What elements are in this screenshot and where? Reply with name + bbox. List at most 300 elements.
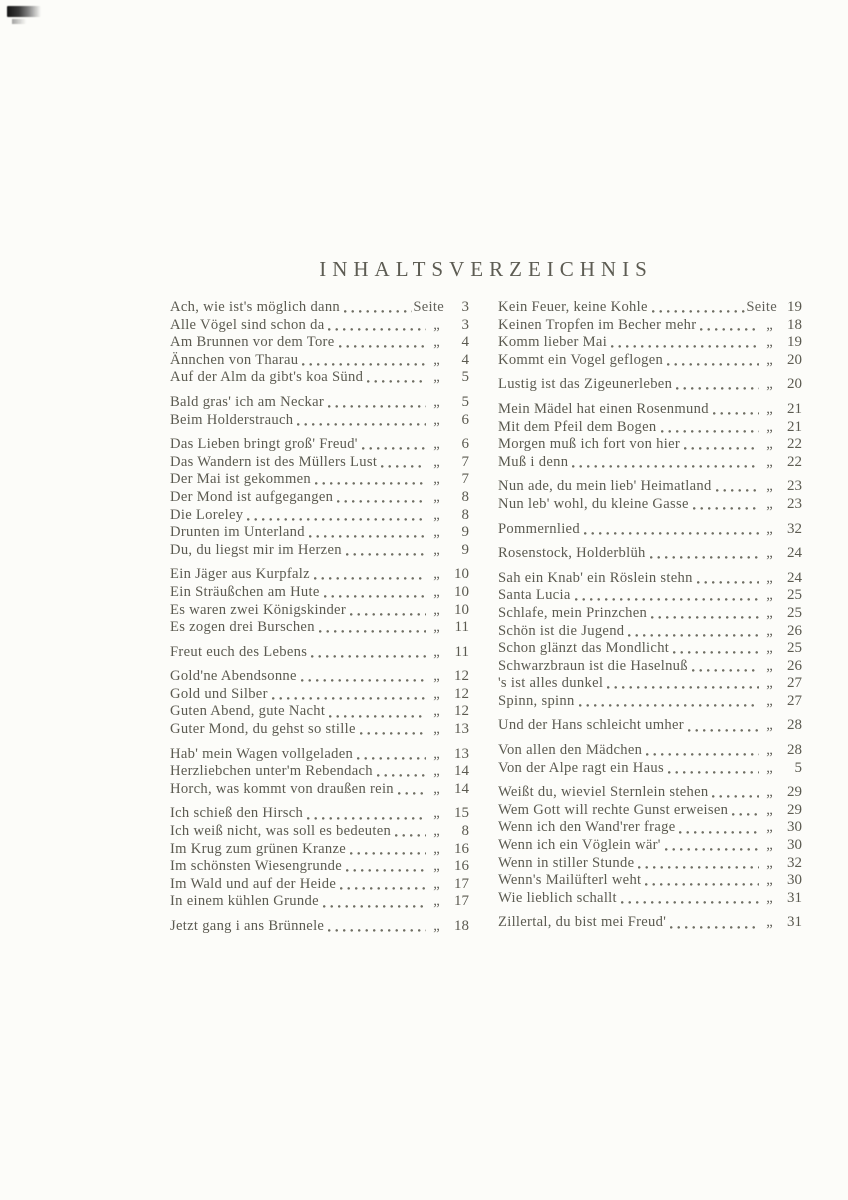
song-title: Muß i denn [498, 453, 569, 470]
toc-entry [498, 419, 802, 437]
dot-leader [328, 328, 426, 331]
toc-group [170, 394, 469, 429]
page-marker: „ [433, 805, 440, 822]
song-title: Ich weiß nicht, was soll es bedeuten [170, 823, 392, 840]
page-number: 24 [787, 569, 802, 586]
song-title: Sah ein Knab' ein Röslein stehn [498, 569, 693, 586]
toc-entry [170, 471, 469, 489]
page-marker: „ [433, 918, 440, 934]
dot-leader [697, 581, 759, 584]
dot-leader [328, 405, 426, 408]
toc-entry [170, 644, 469, 662]
toc-entry [170, 412, 469, 430]
page-number: 9 [461, 541, 469, 558]
toc-entry [170, 619, 469, 637]
page-marker: „ [766, 604, 773, 621]
page-number: 4 [461, 351, 469, 368]
toc-entry [170, 436, 469, 454]
page-number: 25 [787, 640, 802, 657]
toc-entry [498, 693, 802, 711]
song-title: Du, du liegst mir im Herzen [170, 541, 342, 558]
page-marker: „ [433, 763, 440, 780]
dot-leader [315, 482, 426, 485]
toc-entry [170, 524, 469, 542]
dot-leader [357, 757, 426, 760]
song-title: Jetzt gang i ans Brünnele [170, 918, 325, 934]
page-number: 30 [787, 872, 802, 889]
song-title: Die Loreley [170, 506, 244, 523]
toc-group [498, 570, 802, 711]
page-marker: „ [766, 657, 773, 674]
toc-entry [498, 784, 802, 802]
song-title: Der Mai ist gekommen [170, 471, 311, 488]
toc-entry [170, 918, 469, 936]
toc-group [498, 545, 802, 563]
song-title: Ich schieß den Hirsch [170, 805, 304, 822]
page-marker: „ [766, 784, 773, 801]
song-title: Wenn in stiller Stunde [498, 854, 635, 871]
dot-leader [272, 697, 426, 700]
page-number: 5 [794, 759, 802, 776]
page-number: 7 [461, 471, 469, 488]
toc-entry [498, 855, 802, 873]
song-title: Mit dem Pfeil dem Bogen [498, 418, 657, 435]
toc-entry [498, 675, 802, 693]
dot-leader [713, 412, 759, 415]
page-number: 10 [454, 583, 469, 600]
toc-group [170, 918, 469, 936]
toc-entry [498, 742, 802, 760]
dot-leader [688, 729, 759, 732]
page-number: 18 [454, 918, 469, 934]
toc-entry [170, 703, 469, 721]
page-number: 8 [461, 488, 469, 505]
dot-leader [337, 500, 426, 503]
dot-leader [344, 310, 412, 313]
dot-leader [652, 310, 746, 313]
page-number: 17 [454, 875, 469, 892]
page-number: 10 [454, 601, 469, 618]
toc-entry [170, 507, 469, 525]
song-title: Das Wandern ist des Müllers Lust [170, 453, 378, 470]
page-marker: „ [433, 524, 440, 541]
toc-entry [170, 686, 469, 704]
song-title: Weißt du, wieviel Sternlein stehen [498, 784, 709, 801]
song-title: Im schönsten Wiesengrunde [170, 858, 342, 875]
toc-entry [170, 352, 469, 370]
song-title: Wie lieblich schallt [498, 889, 617, 906]
page-number: 6 [461, 436, 469, 453]
dot-leader [673, 651, 759, 654]
page-marker: „ [433, 316, 440, 333]
page-number: 23 [787, 478, 802, 495]
song-title: Wenn ich ein Vöglein wär' [498, 837, 661, 854]
page-marker: „ [766, 316, 773, 333]
toc-entry [170, 763, 469, 781]
song-title: Schwarzbraun ist die Haselnuß [498, 657, 688, 674]
dot-leader [693, 507, 759, 510]
toc-group [170, 746, 469, 799]
song-title: Zillertal, du bist mei Freud' [498, 914, 667, 931]
song-title: Komm lieber Mai [498, 334, 608, 351]
song-title: In einem kühlen Grunde [170, 893, 319, 910]
toc-entry [498, 819, 802, 837]
page-number: 19 [787, 334, 802, 351]
dot-leader [607, 686, 759, 689]
page-number: 18 [787, 316, 802, 333]
page-marker: „ [433, 668, 440, 685]
toc-group [170, 805, 469, 911]
dot-leader [668, 771, 759, 774]
dot-leader [661, 430, 760, 433]
dot-leader [667, 363, 759, 366]
page-number: 16 [454, 858, 469, 875]
page-number: 25 [787, 587, 802, 604]
dot-leader [377, 774, 426, 777]
song-title: 's ist alles dunkel [498, 675, 604, 692]
toc-entry [170, 566, 469, 584]
dot-leader [646, 753, 759, 756]
toc-entry [498, 914, 802, 932]
page-marker: „ [433, 541, 440, 558]
dot-leader [350, 852, 426, 855]
toc-group [498, 521, 802, 539]
page-number: 13 [454, 721, 469, 738]
toc-entry [498, 317, 802, 335]
song-title: Guten Abend, gute Nacht [170, 703, 326, 720]
page-marker: „ [433, 506, 440, 523]
dot-leader [645, 883, 759, 886]
scan-artifact-small [12, 19, 28, 24]
dot-leader [339, 345, 427, 348]
page-marker: „ [433, 351, 440, 368]
toc-group [498, 478, 802, 513]
toc-entry [498, 623, 802, 641]
song-title: Spinn, spinn [498, 692, 575, 709]
page-number: 32 [787, 520, 802, 537]
song-title: Schlafe, mein Prinzchen [498, 604, 648, 621]
song-title: Beim Holderstrauch [170, 411, 294, 428]
song-title: Es zogen drei Burschen [170, 619, 315, 636]
page-number: 30 [787, 837, 802, 854]
song-title: Rosenstock, Holderblüh [498, 545, 646, 562]
dot-leader [381, 465, 426, 468]
page-marker: „ [766, 914, 773, 931]
page-marker: „ [766, 334, 773, 351]
page-marker: „ [766, 742, 773, 759]
dot-leader [665, 848, 759, 851]
page-marker: „ [433, 840, 440, 857]
page-marker: „ [433, 369, 440, 386]
page-number: 8 [461, 506, 469, 523]
song-title: Keinen Tropfen im Becher mehr [498, 316, 697, 333]
dot-leader [584, 532, 759, 535]
song-title: Ännchen von Tharau [170, 351, 299, 368]
dot-leader [307, 817, 426, 820]
page-marker: Seite [746, 299, 777, 315]
song-title: Schön ist die Jugend [498, 622, 625, 639]
page-marker: „ [766, 587, 773, 604]
toc-entry [170, 489, 469, 507]
dot-leader [398, 792, 426, 795]
toc-group [170, 566, 469, 636]
song-title: Kommt ein Vogel geflogen [498, 351, 664, 368]
toc-entry [170, 893, 469, 911]
dot-leader [319, 630, 426, 633]
page-number: 32 [787, 854, 802, 871]
page-number: 9 [461, 524, 469, 541]
page-marker: „ [433, 823, 440, 840]
song-title: Lustig ist das Zigeunerleben [498, 376, 673, 393]
song-title: Guter Mond, du gehst so stille [170, 721, 356, 738]
song-title: Der Mond ist aufgegangen [170, 488, 334, 505]
page-marker: „ [766, 545, 773, 562]
toc-entry [170, 369, 469, 387]
toc-group [498, 299, 802, 369]
song-title: Am Brunnen vor dem Tore [170, 334, 335, 351]
dot-leader [311, 655, 426, 658]
song-title: Wem Gott will rechte Gunst erweisen [498, 801, 729, 818]
toc-entry [170, 602, 469, 620]
dot-leader [346, 553, 426, 556]
page-number: 27 [787, 675, 802, 692]
page-marker: „ [433, 858, 440, 875]
page-number: 12 [454, 685, 469, 702]
page-number: 3 [461, 299, 469, 315]
song-title: Nun leb' wohl, du kleine Gasse [498, 495, 689, 512]
dot-leader [628, 634, 759, 637]
dot-leader [638, 866, 759, 869]
song-title: Horch, was kommt von draußen rein [170, 780, 394, 797]
toc-entry [498, 401, 802, 419]
toc-entry [170, 823, 469, 841]
dot-leader [692, 669, 759, 672]
page-number: 17 [454, 893, 469, 910]
page-marker: Seite [413, 299, 444, 315]
toc-entry [498, 299, 802, 317]
dot-leader [579, 704, 759, 707]
page-marker: „ [433, 721, 440, 738]
toc-group [170, 668, 469, 738]
toc-entry [498, 334, 802, 352]
toc-group [498, 742, 802, 777]
page-marker: „ [766, 640, 773, 657]
toc-column-right [498, 299, 802, 936]
page-number: 31 [787, 889, 802, 906]
page-marker: „ [766, 351, 773, 368]
song-title: Schon glänzt das Mondlicht [498, 640, 670, 657]
toc-entry [498, 717, 802, 735]
song-title: Wenn's Mailüfterl weht [498, 872, 642, 889]
song-title: Pommernlied [498, 520, 580, 537]
dot-leader [621, 901, 759, 904]
page-marker: „ [433, 488, 440, 505]
dot-leader [314, 577, 426, 580]
page-marker: „ [766, 376, 773, 393]
song-title: Drunten im Unterland [170, 524, 305, 541]
toc-entry [498, 376, 802, 394]
page-number: 29 [787, 784, 802, 801]
dot-leader [324, 595, 426, 598]
page-number: 11 [454, 643, 469, 660]
page-number: 7 [461, 453, 469, 470]
dot-leader [323, 905, 426, 908]
dot-leader [395, 834, 426, 837]
page-number: 11 [454, 619, 469, 636]
page-marker: „ [433, 411, 440, 428]
song-title: Es waren zwei Königskinder [170, 601, 346, 618]
song-title: Von allen den Mädchen [498, 742, 643, 759]
page-marker: „ [433, 703, 440, 720]
toc-entry [170, 668, 469, 686]
page-number: 30 [787, 819, 802, 836]
dot-leader [712, 795, 759, 798]
page-number: 25 [787, 604, 802, 621]
toc-column-left [170, 299, 469, 936]
page-number: 14 [454, 763, 469, 780]
toc-entry [170, 317, 469, 335]
song-title: Wenn ich den Wand'rer frage [498, 819, 676, 836]
song-title: Und der Hans schleicht umher [498, 717, 684, 734]
song-title: Ach, wie ist's möglich dann [170, 299, 341, 315]
toc-entry [498, 802, 802, 820]
dot-leader [329, 715, 426, 718]
page-number: 15 [454, 805, 469, 822]
page-marker: „ [433, 685, 440, 702]
toc-entry [498, 872, 802, 890]
song-title: Alle Vögel sind schon da [170, 316, 325, 333]
page-marker: „ [433, 471, 440, 488]
toc-entry [498, 496, 802, 514]
song-title: Im Krug zum grünen Kranze [170, 840, 347, 857]
page-number: 20 [787, 351, 802, 368]
toc-entry [498, 521, 802, 539]
page-number: 12 [454, 668, 469, 685]
page-number: 28 [787, 742, 802, 759]
page-number: 3 [461, 316, 469, 333]
song-title: Herzliebchen unter'm Rebendach [170, 763, 373, 780]
dot-leader [309, 535, 426, 538]
toc-entry [498, 605, 802, 623]
toc-entry [170, 841, 469, 859]
toc-group [170, 299, 469, 387]
page-title: INHALTSVERZEICHNIS [319, 257, 653, 281]
page-number: 21 [787, 418, 802, 435]
toc-columns [170, 299, 802, 936]
page-marker: „ [766, 436, 773, 453]
dot-leader [367, 380, 426, 383]
page-marker: „ [433, 745, 440, 762]
page-marker: „ [766, 453, 773, 470]
toc-group [170, 644, 469, 662]
page-marker: „ [766, 889, 773, 906]
page-marker: „ [766, 520, 773, 537]
page-number: 10 [454, 566, 469, 583]
dot-leader [650, 556, 759, 559]
page-marker: „ [433, 393, 440, 410]
toc-group [498, 376, 802, 394]
toc-entry [170, 876, 469, 894]
song-title: Gold'ne Abendsonne [170, 668, 297, 685]
toc-entry [498, 478, 802, 496]
page-marker: „ [766, 675, 773, 692]
toc-entry [170, 542, 469, 560]
song-title: Gold und Silber [170, 685, 268, 702]
page-marker: „ [433, 566, 440, 583]
toc-entry [498, 837, 802, 855]
dot-leader [611, 345, 759, 348]
page-number: 26 [787, 622, 802, 639]
song-title: Im Wald und auf der Heide [170, 875, 337, 892]
dot-leader [328, 929, 426, 932]
toc-entry [498, 640, 802, 658]
toc-entry [498, 352, 802, 370]
page-number: 19 [787, 299, 802, 315]
page-marker: „ [766, 819, 773, 836]
page-marker: „ [433, 875, 440, 892]
dot-leader [360, 732, 426, 735]
song-title: Das Lieben bringt groß' Freud' [170, 436, 358, 453]
dot-leader [684, 447, 759, 450]
song-title: Ein Jäger aus Kurpfalz [170, 566, 310, 583]
toc-group [498, 717, 802, 735]
song-title: Freut euch des Lebens [170, 643, 308, 660]
toc-entry [170, 721, 469, 739]
dot-leader [247, 518, 426, 521]
page-marker: „ [766, 400, 773, 417]
page-marker: „ [433, 780, 440, 797]
page-marker: „ [433, 583, 440, 600]
page-marker: „ [433, 619, 440, 636]
toc-entry [498, 587, 802, 605]
dot-leader [572, 465, 759, 468]
song-title: Auf der Alm da gibt's koa Sünd [170, 369, 364, 386]
toc-entry [498, 454, 802, 472]
dot-leader [670, 926, 759, 929]
toc-group [170, 436, 469, 559]
dot-leader [340, 887, 426, 890]
page-number: 13 [454, 745, 469, 762]
page-marker: „ [766, 801, 773, 818]
toc-entry [170, 454, 469, 472]
song-title: Kein Feuer, keine Kohle [498, 299, 648, 315]
toc-entry [498, 545, 802, 563]
page-marker: „ [766, 872, 773, 889]
page-marker: „ [766, 837, 773, 854]
dot-leader [700, 328, 759, 331]
song-title: Santa Lucia [498, 587, 571, 604]
song-title: Morgen muß ich fort von hier [498, 436, 681, 453]
page-marker: „ [433, 334, 440, 351]
dot-leader [302, 363, 426, 366]
dot-leader [679, 831, 759, 834]
page-number: 22 [787, 453, 802, 470]
page-number: 27 [787, 692, 802, 709]
dot-leader [297, 423, 426, 426]
song-title: Hab' mein Wagen vollgeladen [170, 745, 354, 762]
page-marker: „ [766, 759, 773, 776]
dot-leader [301, 679, 426, 682]
toc-entry [170, 299, 469, 317]
toc-entry [170, 858, 469, 876]
dot-leader [651, 616, 759, 619]
page-marker: „ [433, 453, 440, 470]
toc-entry [170, 394, 469, 412]
toc-entry [170, 781, 469, 799]
page-number: 24 [787, 545, 802, 562]
song-title: Bald gras' ich am Neckar [170, 393, 325, 410]
page-number: 4 [461, 334, 469, 351]
